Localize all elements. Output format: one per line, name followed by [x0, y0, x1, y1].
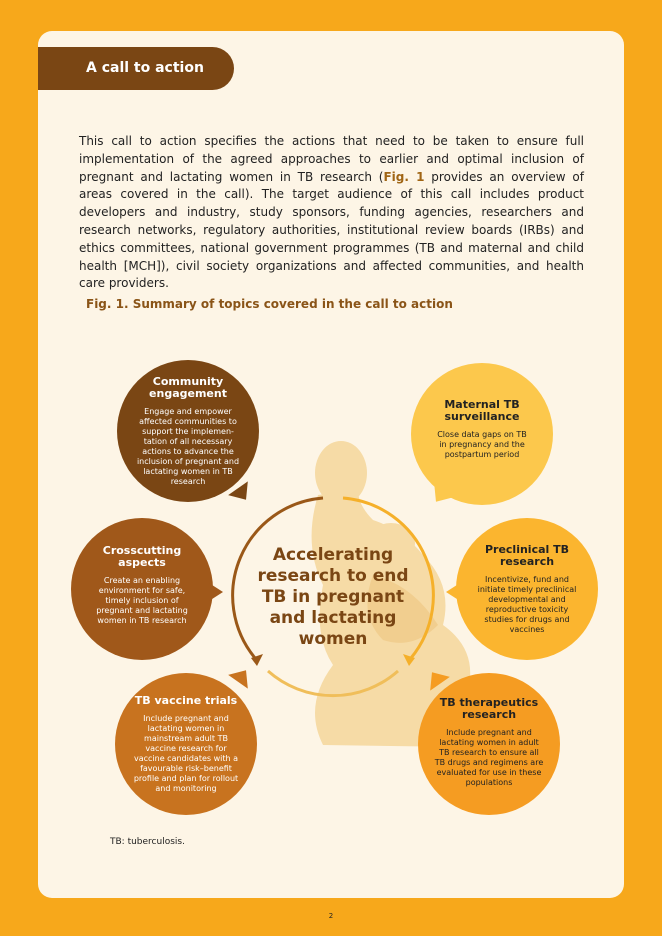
topic-tb-vaccine-trials — [115, 673, 257, 815]
topic-tb-therapeutics-research — [418, 673, 560, 815]
figure-title: Fig. 1. Summary of topics covered in the call to action — [86, 297, 453, 311]
figure-diagram — [38, 31, 624, 898]
figure-reference-link[interactable]: Fig. 1 — [383, 169, 425, 184]
topic-text: Engage and empower affected communities to support the implemen-tation of all necessary actions to advance the inclusion of pregnant and lactating women in TB research — [136, 407, 240, 486]
center-title: Accelerating research to end TB in pregnant and lactating women — [257, 545, 409, 649]
footnote: TB: tuberculosis. — [110, 837, 185, 847]
content-card — [38, 31, 624, 898]
topic-community-engagement — [117, 360, 259, 502]
speech-tail — [209, 583, 223, 601]
intro-text-start: This call to action specifies the actions that need to be taken to ensure full implementation of the agreed approaches to earlier and optimal inclusion of pregnant and lactating women in TB research ( — [79, 134, 584, 184]
intro-text-end: provides an overview of areas covered in the call). The target audience of this call includes product developers and industry, study sponsors, funding agencies, researchers and research networks, regulatory authorities, institutional review boards (IRBs) and ethics committees, national government programmes (TB and maternal and child health [MCH]), civil society organizations and affected communities, and health care providers. — [79, 169, 584, 291]
page-number: 2 — [328, 912, 334, 920]
topic-title: Community engagement — [149, 375, 227, 400]
topic-title: TB therapeutics research — [439, 696, 539, 721]
speech-tail — [446, 583, 460, 601]
topic-text: Create an enabling environment for safe, timely inclusion of pregnant and lactating women in TB research — [96, 576, 188, 625]
topic-title: Maternal TB surveillance — [444, 398, 520, 423]
topic-title: TB vaccine trials — [134, 694, 238, 707]
section-title: A call to action — [38, 47, 234, 90]
topic-text: Include pregnant and lactating women in mainstream adult TB vaccine research for vaccine candidates with a favourable risk–benefit profile and plan for rollout and monitoring — [133, 714, 239, 793]
topic-text: Close data gaps on TB in pregnancy and the postpartum period — [437, 430, 527, 459]
topic-text: Include pregnant and lactating women in adult TB research to ensure all TB drugs and regimens are evaluated for use in these populations — [434, 728, 544, 787]
topic-title: Crosscutting aspects — [102, 544, 182, 569]
topic-crosscutting-aspects — [71, 518, 213, 660]
topic-preclinical-tb-research — [456, 518, 598, 660]
topic-text: Incentivize, fund and initiate timely preclinical developmental and reproductive toxicity studies for drugs and vaccines — [477, 575, 577, 634]
topic-title: Preclinical TB research — [484, 543, 570, 568]
